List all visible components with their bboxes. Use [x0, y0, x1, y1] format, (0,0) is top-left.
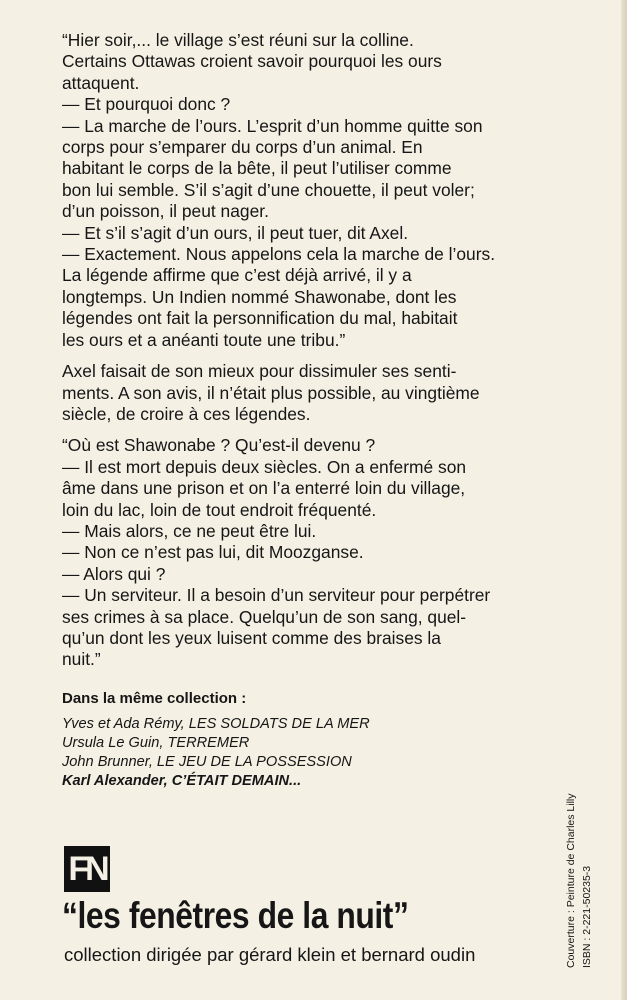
excerpt-line: d’un poisson, il peut nager.: [62, 201, 269, 222]
excerpt-line: — Exactement. Nous appelons cela la marche de l’ours.: [62, 244, 496, 265]
excerpt-line: — La marche de l’ours. L’esprit d’un homme quitte son: [62, 115, 483, 136]
cover-credit: Couverture : Peinture de Charles Lilly: [565, 793, 577, 968]
excerpt-line: ments. A son avis, il n’était plus possible, au vingtième: [62, 382, 480, 403]
series-title: “les fenêtres de la nuit”: [62, 895, 409, 936]
excerpt-line: — Alors qui ?: [62, 563, 166, 584]
excerpt-line: — Et s’il s’agit d’un ours, il peut tuer, dit Axel.: [62, 222, 409, 243]
excerpt-line: attaquent.: [62, 72, 140, 93]
collection-item: John Brunner, LE JEU DE LA POSSESSION: [62, 754, 352, 770]
publisher-logo: FN: [64, 846, 110, 892]
excerpt-paragraph-2: [62, 361, 554, 425]
side-credits: [563, 793, 595, 968]
excerpt-line: — Un serviteur. Il a besoin d’un serviteur pour perpétrer: [62, 585, 491, 606]
excerpt-line: les ours et a anéanti toute une tribu.”: [62, 329, 346, 350]
page-edge: [621, 0, 627, 1000]
excerpt-line: La légende affirme que c’est déjà arrivé, il y a: [62, 265, 412, 286]
same-collection-list: [62, 690, 442, 791]
excerpt-paragraph-3: [62, 435, 554, 670]
excerpt-line: corps pour s’emparer du corps d’un animal. En: [62, 137, 423, 158]
excerpt-line: Certains Ottawas croient savoir pourquoi les ours: [62, 51, 442, 72]
collection-item: Karl Alexander, C’ÉTAIT DEMAIN...: [62, 773, 302, 789]
excerpt-line: loin du lac, loin de tout endroit fréquenté.: [62, 499, 377, 520]
excerpt-line: âme dans une prison et on l’a enterré loin du village,: [62, 478, 466, 499]
excerpt-line: — Mais alors, ce ne peut être lui.: [62, 520, 317, 541]
collection-item: Ursula Le Guin, TERREMER: [62, 735, 250, 751]
excerpt-paragraph-1: [62, 30, 554, 351]
excerpt-line: “Où est Shawonabe ? Qu’est-il devenu ?: [62, 435, 376, 456]
excerpt-line: siècle, de croire à ces légendes.: [62, 403, 311, 424]
isbn: ISBN : 2-221-50235-3: [581, 865, 593, 968]
excerpt-line: — Il est mort depuis deux siècles. On a enfermé son: [62, 456, 467, 477]
excerpt-line: longtemps. Un Indien nommé Shawonabe, dont les: [62, 286, 457, 307]
excerpt-line: — Non ce n’est pas lui, dit Moozganse.: [62, 542, 364, 563]
excerpt-line: habitant le corps de la bête, il peut l’utiliser comme: [62, 158, 452, 179]
excerpt-line: — Et pourquoi donc ?: [62, 94, 231, 115]
excerpt-line: Axel faisait de son mieux pour dissimuler ses senti-: [62, 361, 457, 382]
series-subtitle: collection dirigée par gérard klein et bernard oudin: [64, 944, 476, 965]
excerpt-line: “Hier soir,... le village s’est réuni sur la colline.: [62, 30, 414, 50]
excerpt-line: qu’un dont les yeux luisent comme des braises la: [62, 627, 441, 648]
back-cover-excerpt: [62, 30, 554, 681]
excerpt-line: nuit.”: [62, 649, 101, 670]
excerpt-line: ses crimes à sa place. Quelqu’un de son sang, quel-: [62, 606, 467, 627]
excerpt-line: bon lui semble. S’il s’agit d’une chouette, il peut voler;: [62, 179, 475, 200]
excerpt-line: légendes ont fait la personnification du mal, habitait: [62, 308, 458, 329]
collection-item: Yves et Ada Rémy, LES SOLDATS DE LA MER: [62, 716, 370, 732]
collection-heading: Dans la même collection :: [62, 690, 247, 707]
